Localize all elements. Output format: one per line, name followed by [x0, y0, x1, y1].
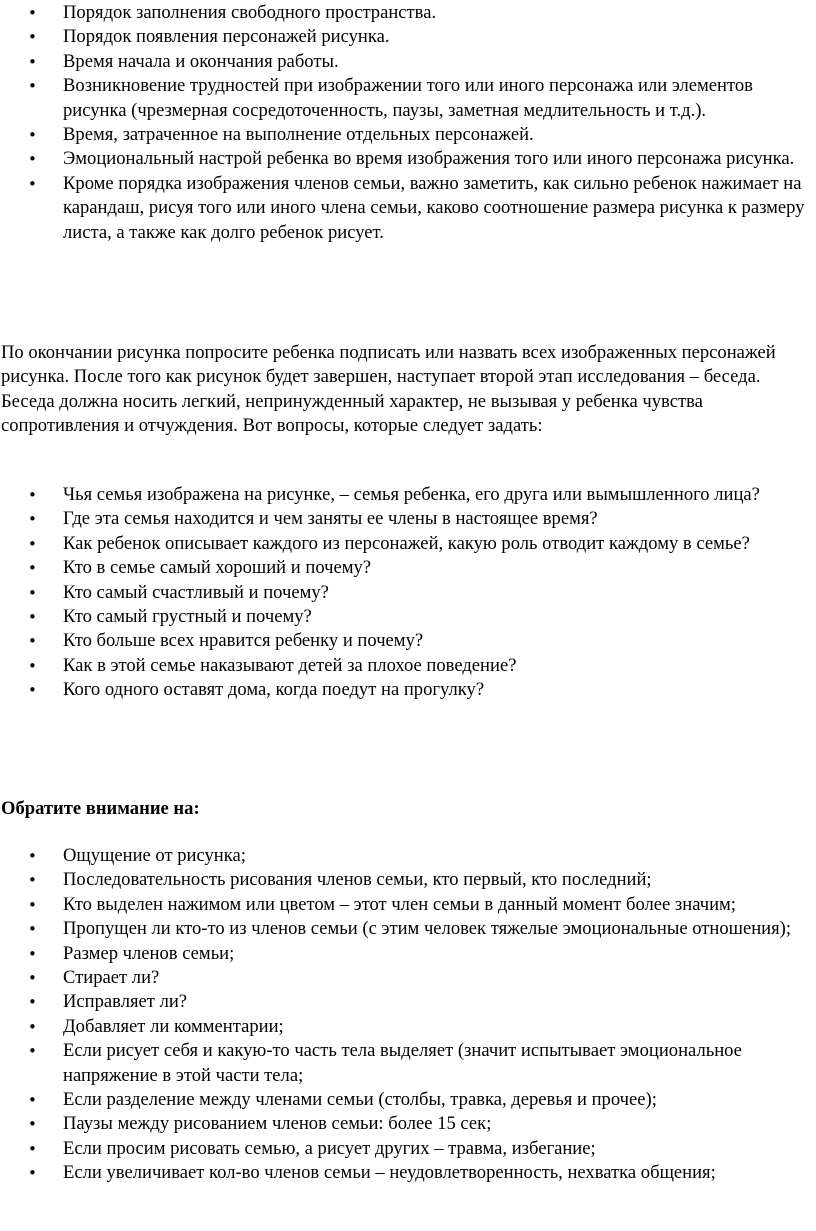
- list-item: • Кто в семье самый хороший и почему?: [0, 556, 816, 580]
- list-item: • Кроме порядка изображения членов семьи, важно заметить, как сильно ребенок нажимает на карандаш, рисуя того или иного члена семьи, каково соотношение размера рисунка к размеру листа, а также как долго ребенок рисует.: [0, 172, 816, 245]
- list-item: • Если увеличивает кол-во членов семьи – неудовлетворенность, нехватка общения;: [0, 1161, 816, 1185]
- observation-list: [0, 1, 816, 245]
- list-item: • Время начала и окончания работы.: [0, 50, 816, 74]
- list-item: • Добавляет ли комментарии;: [0, 1015, 816, 1039]
- list-item: • Исправляет ли?: [0, 990, 816, 1014]
- list-item: • Возникновение трудностей при изображении того или иного персонажа или элементов рисунка (чрезмерная сосредоточенность, паузы, заметная медлительность и т.д.).: [0, 74, 816, 123]
- questions-list: [0, 483, 816, 703]
- section-heading: Обратите внимание на:: [1, 798, 200, 819]
- list-item: • Если разделение между членами семьи (столбы, травка, деревья и прочее);: [0, 1088, 816, 1112]
- list-item: • Чья семья изображена на рисунке, – семья ребенка, его друга или вымышленного лица?: [0, 483, 816, 507]
- list-item: • Где эта семья находится и чем заняты ее члены в настоящее время?: [0, 507, 816, 531]
- list-item: • Кого одного оставят дома, когда поедут на прогулку?: [0, 678, 816, 702]
- list-item: • Если просим рисовать семью, а рисует других – травма, избегание;: [0, 1137, 816, 1161]
- list-item: • Если рисует себя и какую-то часть тела выделяет (значит испытывает эмоциональное напряжение в этой части тела;: [0, 1039, 816, 1088]
- list-item: • Стирает ли?: [0, 966, 816, 990]
- list-item: • Время, затраченное на выполнение отдельных персонажей.: [0, 123, 816, 147]
- list-item: • Ощущение от рисунка;: [0, 844, 816, 868]
- list-item: • Как в этой семье наказывают детей за плохое поведение?: [0, 654, 816, 678]
- list-item: • Порядок появления персонажей рисунка.: [0, 25, 816, 49]
- list-item: • Размер членов семьи;: [0, 942, 816, 966]
- list-item: • Эмоциональный настрой ребенка во время изображения того или иного персонажа рисунка.: [0, 147, 816, 171]
- list-item: • Кто самый грустный и почему?: [0, 605, 816, 629]
- list-item: • Последовательность рисования членов семьи, кто первый, кто последний;: [0, 868, 816, 892]
- list-item: • Кто выделен нажимом или цветом – этот член семьи в данный момент более значим;: [0, 893, 816, 917]
- list-item: • Кто самый счастливый и почему?: [0, 581, 816, 605]
- list-item: • Паузы между рисованием членов семьи: более 15 сек;: [0, 1112, 816, 1136]
- list-item: • Пропущен ли кто-то из членов семьи (с этим человек тяжелые эмоциональные отношения);: [0, 917, 816, 941]
- body-paragraph: По окончании рисунка попросите ребенка подписать или назвать всех изображенных персонажей рисунка. После того как рисунок будет завершен, наступает второй этап исследования – беседа. Беседа должна носить легкий, непринужденный характер, не вызывая у ребенка чувства сопротивления и отчуждения. Вот вопросы, которые следует задать:: [1, 342, 776, 437]
- list-item: • Как ребенок описывает каждого из персонажей, какую роль отводит каждому в семье?: [0, 532, 816, 556]
- list-item: • Кто больше всех нравится ребенку и почему?: [0, 629, 816, 653]
- list-item: • Порядок заполнения свободного пространства.: [0, 1, 816, 25]
- attention-list: [0, 844, 816, 1186]
